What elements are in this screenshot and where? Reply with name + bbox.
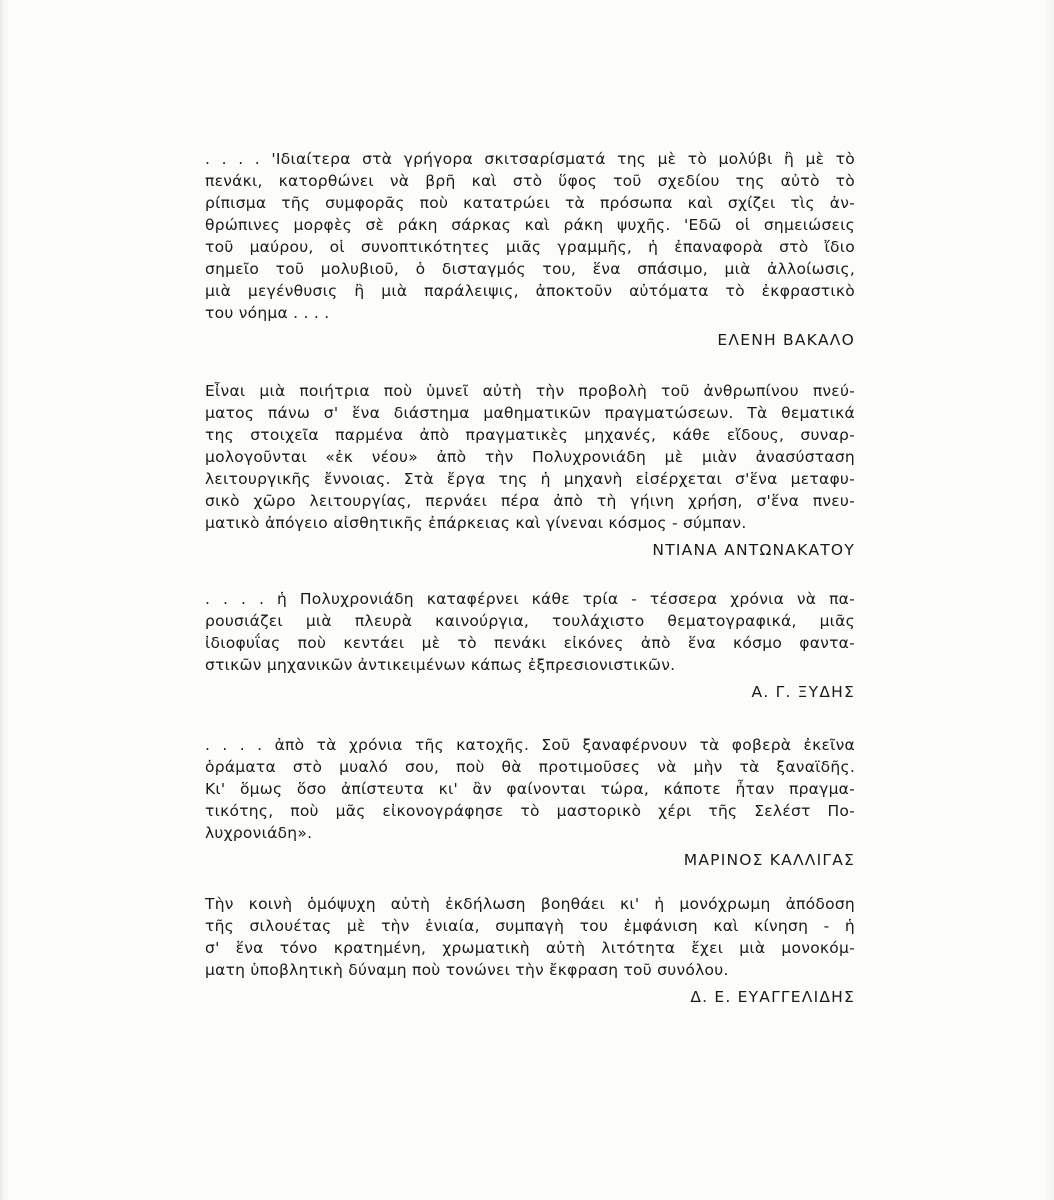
quote-1-line-5: τοῦ μαύρου, οἱ συνοπτικότητες μιᾶς γραμμῆς, ἡ ἐπαναφορὰ στὸ ἴδιο: [205, 238, 855, 256]
quote-3-line-3: ἰδιοφυΐας ποὺ κεντάει μὲ τὸ πενάκι εἰκόνες ἀπὸ ἕνα κόσμο φαντα-: [205, 634, 855, 652]
quote-1-line-4: θρώπινες μορφὲς σὲ ράκη σάρκας καὶ ράκη ψυχῆς. 'Εδῶ οἱ σημειώσεις: [205, 216, 855, 234]
quote-4: [205, 734, 855, 871]
quote-1: [205, 148, 855, 351]
quote-2-line-1: Εἶναι μιὰ ποιήτρια ποὺ ὑμνεῖ αὐτὴ τὴν προβολὴ τοῦ ἀνθρωπίνου πνεύ-: [205, 382, 855, 400]
quote-2-author: ΝΤΙΑΝΑ ΑΝΤΩΝΑΚΑΤΟΥ: [652, 541, 855, 559]
quote-4-line-2: ὁράματα στὸ μυαλό σου, ποὺ θὰ προτιμοῦσες νὰ μὴν τὰ ξαναϊδῆς.: [205, 758, 855, 776]
quote-3: [205, 588, 855, 703]
quote-2-line-3: της στοιχεῖα παρμένα ἀπὸ πραγματικὲς μηχανές, κάθε εἴδους, συναρ-: [205, 426, 855, 444]
quote-5-line-4: ματη ὑποβλητικὴ δύναμη ποὺ τονώνει τὴν ἔκφραση τοῦ συνόλου.: [205, 961, 729, 979]
quote-1-line-3: ρίπισμα τῆς συμφορᾶς ποὺ κατατρώει τὰ πρόσωπα καὶ σχίζει τὶς ἀν-: [205, 194, 855, 212]
quote-4-line-4: τικότης, ποὺ μᾶς εἰκονογράφησε τὸ μαστορικὸ χέρι τῆς Σελέστ Πο-: [205, 802, 855, 820]
quote-4-line-5: λυχρονιάδη».: [205, 824, 313, 842]
quote-1-line-1: . . . . 'Ιδιαίτερα στὰ γρήγορα σκιτσαρίσματά της μὲ τὸ μολύβι ἢ μὲ τὸ: [205, 150, 855, 168]
quote-2-line-6: σικὸ χῶρο λειτουργίας, περνάει πέρα ἀπὸ τὴ γήινη χρήση, σ'ἕνα πνευ-: [205, 492, 855, 510]
quote-1-line-7: μιὰ μεγένθυσις ἢ μιὰ παράλειψις, ἀποκτοῦν αὐτόματα τὸ ἐκφραστικὸ: [205, 282, 855, 300]
quote-2: [205, 380, 855, 561]
quote-5-line-2: τῆς σιλουέτας μὲ τὴν ἑνιαία, συμπαγὴ του ἐμφάνιση καὶ κίνηση - ἡ: [205, 917, 855, 935]
quote-1-author: ΕΛΕΝΗ ΒΑΚΑΛΟ: [717, 331, 855, 349]
quote-3-line-1: . . . . ἡ Πολυχρονιάδη καταφέρνει κάθε τρία - τέσσερα χρόνια νὰ πα-: [205, 590, 855, 608]
quote-1-line-2: πενάκι, κατορθώνει νὰ βρῆ καὶ στὸ ὕφος τοῦ σχεδίου της αὐτὸ τὸ: [205, 172, 855, 190]
quote-5-line-1: Τὴν κοινὴ ὁμόψυχη αὐτὴ ἐκδήλωση βοηθάει κι' ἡ μονόχρωμη ἀπόδοση: [205, 895, 855, 913]
quote-5-line-3: σ' ἕνα τόνο κρατημένη, χρωματικὴ αὐτὴ λιτότητα ἔχει μιὰ μονοκόμ-: [205, 939, 855, 957]
quote-2-line-7: ματικὸ ἀπόγειο αἰσθητικῆς ἐπάρκειας καὶ γίνεναι κόσμος - σύμπαν.: [205, 514, 747, 532]
quote-4-line-1: . . . . ἀπὸ τὰ χρόνια τῆς κατοχῆς. Σοῦ ξαναφέρνουν τὰ φοβερὰ ἐκεῖνα: [205, 736, 855, 754]
quote-1-line-8: του νόημα . . . .: [205, 304, 330, 322]
quote-3-line-2: ρουσιάζει μιὰ πλευρὰ καινούργια, τουλάχιστο θεματογραφικά, μιᾶς: [205, 612, 855, 630]
quote-2-line-2: ματος πάνω σ' ἕνα διάστημα μαθηματικῶν πραγματώσεων. Τὰ θεματικά: [205, 404, 855, 422]
quote-2-line-4: μολογοῦνται «ἐκ νέου» ἀπὸ τὴν Πολυχρονιάδη μὲ μιὰν ἀνασύσταση: [205, 448, 855, 466]
quote-5-author: Δ. Ε. ΕΥΑΓΓΕΛΙΔΗΣ: [690, 988, 855, 1006]
quote-5: [205, 893, 855, 1008]
quote-3-author: Α. Γ. ΞΥΔΗΣ: [751, 683, 855, 701]
quote-1-line-6: σημεῖο τοῦ μολυβιοῦ, ὁ δισταγμός του, ἕνα σπάσιμο, μιὰ ἀλλοίωσις,: [205, 260, 855, 278]
quote-4-author: ΜΑΡΙΝΟΣ ΚΑΛΛΙΓΑΣ: [683, 851, 855, 869]
quote-3-line-4: στικῶν μηχανικῶν ἀντικειμένων κάπως ἐξπρεσιονιστικῶν.: [205, 656, 676, 674]
quote-2-line-5: λειτουργικῆς ἔννοιας. Στὰ ἔργα της ἡ μηχανὴ εἰσέρχεται σ'ἕνα μεταφυ-: [205, 470, 855, 488]
quote-4-line-3: Κι' ὅμως ὅσο ἀπίστευτα κι' ἂν φαίνονται τώρα, κάποτε ἦταν πραγμα-: [205, 780, 855, 798]
